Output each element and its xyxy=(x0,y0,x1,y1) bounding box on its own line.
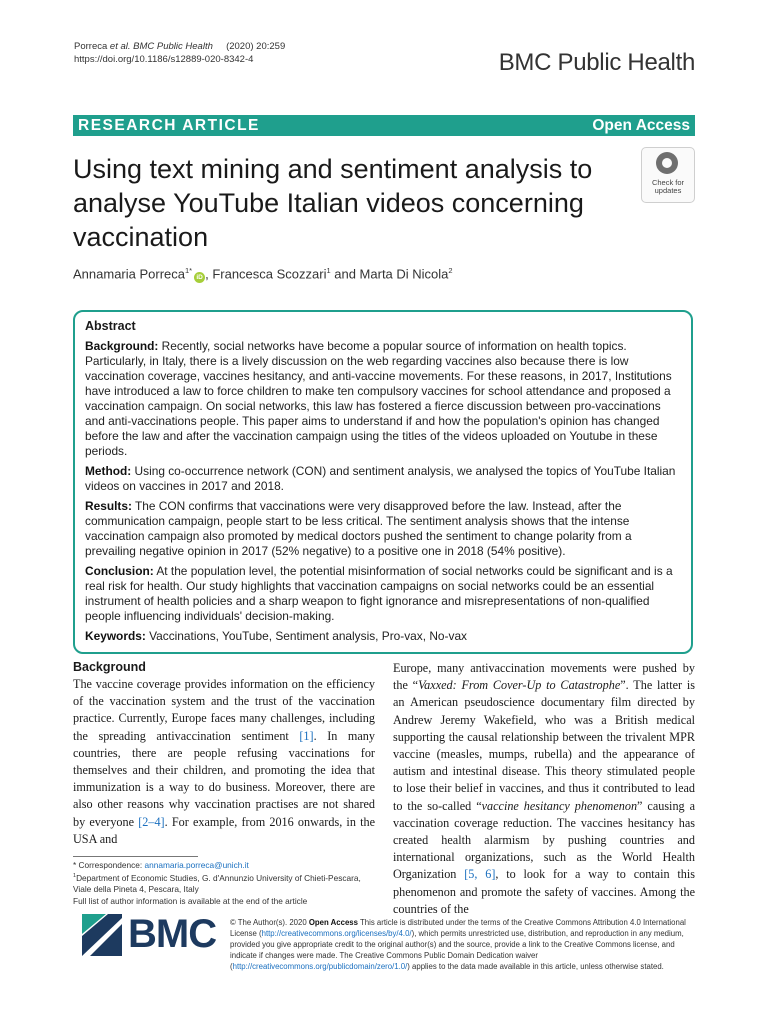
citation-link[interactable]: [1] xyxy=(299,728,314,743)
paragraph-text: . In many countries, there are people refusing vaccinations for themselves and their children, and promoting the idea that immunization is a way to do business. Moreover, there are also other reasons why vaccination practises are not shared by everyone xyxy=(73,728,375,829)
results-label: Results: xyxy=(85,499,132,513)
citation-link[interactable]: [2–4] xyxy=(138,814,165,829)
article-type-banner xyxy=(73,115,695,136)
correspondence-email[interactable]: annamaria.porreca@unich.it xyxy=(144,860,249,870)
doi-link[interactable]: https://doi.org/10.1186/s12889-020-8342-4 xyxy=(74,54,254,65)
author-2-affiliation: 1 xyxy=(326,266,331,275)
affiliation-number: 1 xyxy=(73,873,77,880)
keywords-text: Vaccinations, YouTube, Sentiment analysis, Pro-vax, No-vax xyxy=(145,629,468,643)
check-for-updates-label: Check for updates xyxy=(651,178,685,195)
author-2[interactable]: , Francesca Scozzari xyxy=(205,266,327,282)
cc0-link[interactable]: http://creativecommons.org/publicdomain/zero/1.0/ xyxy=(232,962,408,971)
background-label: Background: xyxy=(85,339,159,353)
film-title: Vaxxed: From Cover-Up to Catastrophe xyxy=(418,678,621,693)
author-3-affiliation: 2 xyxy=(448,266,453,275)
author-1-affiliation: 1* xyxy=(185,266,193,275)
affiliation-text: Department of Economic Studies, G. d'Annunzio University of Chieti-Pescara, Viale della Pineta 4, Pescara, Italy xyxy=(73,873,361,895)
cc-by-link[interactable]: http://creativecommons.org/licenses/by/4.0/ xyxy=(261,929,412,938)
method-label: Method: xyxy=(85,464,132,478)
license-body: This article is distributed under the terms of the Creative Commons Attribution 4.0 International License ( xyxy=(230,918,686,938)
abstract-conclusion xyxy=(85,564,681,624)
author-list xyxy=(73,266,453,283)
open-access-label: Open Access xyxy=(592,117,690,134)
author-info-note: Full list of author information is available at the end of the article xyxy=(73,895,308,906)
citation-year: (2020) 20:259 xyxy=(226,41,286,52)
bmc-logo[interactable] xyxy=(82,912,222,958)
footnote xyxy=(73,860,375,907)
conclusion-label: Conclusion: xyxy=(85,564,154,578)
article-title: Using text mining and sentiment analysis to analyse YouTube Italian videos concerning vaccination xyxy=(73,154,593,252)
license-text xyxy=(230,917,695,972)
bmc-logo-text: BMC xyxy=(128,912,217,956)
abstract-heading: Abstract xyxy=(85,319,136,333)
open-access-bold: Open Access xyxy=(308,918,358,927)
citation-link[interactable]: [5, 6] xyxy=(464,867,496,882)
body-column-right xyxy=(393,660,695,918)
license-body: ), which permits unrestricted use, distribution, and reproduction in any medium, provided you give appropriate credit to the original author(s) and the source, provide a link to the Creative Commons license, and indicate if changes were made. The Creative Commons Public Domain Dedication waiver ( xyxy=(230,929,684,971)
citation-journal: et al. BMC Public Health xyxy=(109,41,213,52)
license-body: ) applies to the data made available in this article, unless otherwise stated. xyxy=(407,962,664,971)
author-3[interactable]: and Marta Di Nicola xyxy=(330,266,449,282)
keywords-label: Keywords: xyxy=(85,629,146,643)
abstract-results xyxy=(85,499,681,559)
check-for-updates-button[interactable] xyxy=(641,147,695,203)
background-text: Recently, social networks have become a popular source of information on health topics. Particularly, in Italy, there is a lively discussion on the web regarding vaccines also because there is low vaccination coverage, vaccines hesitancy, and anti-vaccine movements. For these reasons, in 2017, Institutions have introduced a law to force children to make ten compulsory vaccines for school attendance and proposed a vaccination campaign. On social networks, this law has fostered a fierce discussion between pro-vaccinations and anti-vaccinations people. This paper aims to understand if and how the population's opinion has changed before the law and after the vaccination campaign using the titles of the videos uploaded on Youtube in these periods. xyxy=(85,339,672,458)
abstract-keywords xyxy=(85,629,681,644)
method-text: Using co-occurrence network (CON) and sentiment analysis, we analysed the topics of YouTube Italian videos on vaccines in 2017 and 2018. xyxy=(85,464,676,493)
correspondence-label: * Correspondence: xyxy=(73,860,145,870)
bmc-logo-mark-icon xyxy=(82,914,122,956)
paragraph-text: ”. The latter is an American pseudoscience documentary film directed by Andrew Jeremy Wakefield, who was a British medical supporting the causal relationship between the trivalent MPR vaccine (measles, mumps, rubella) and the appearance of autism and intestinal disease. This theory stimulated people to lose their belief in vaccines, and thus it contributed to lead to the so-called “ xyxy=(393,678,695,813)
citation-block xyxy=(74,40,285,66)
results-text: The CON confirms that vaccinations were very disapproved before the law. Instead, after the communication campaign, people start to be less critical. The sentiment analysis shows that the intense vaccination campaign also promoted by medical doctors pushed the sentiment to change polarity from a prevailing negative opinion in 2017 (52% negative) to a positive one in 2018 (54% positive). xyxy=(85,499,632,558)
abstract-background xyxy=(85,339,681,459)
author-1[interactable]: Annamaria Porreca xyxy=(73,266,185,282)
article-type-label: RESEARCH ARTICLE xyxy=(78,117,260,134)
conclusion-text: At the population level, the potential misinformation of social networks could be significant and is a real risk for health. Our study highlights that vaccination campaigns on social networks could be an essential instrument of health policies and a sharp weapon to fight ignorance and misrepresentations of non-qualified people influencing individuals' decision-making. xyxy=(85,564,673,623)
abstract-box xyxy=(73,310,693,654)
citation-authors: Porreca xyxy=(74,41,110,52)
section-heading: Background xyxy=(73,660,146,674)
emphasis-text: vaccine hesitancy phenomenon xyxy=(481,798,638,813)
abstract-method xyxy=(85,464,681,494)
footnote-divider xyxy=(73,856,198,857)
paragraph-text: ” causing a vaccination coverage reduction. The vaccines hesitancy has created health alarmism by pushing countries and international organizations, such as the World Health Organization xyxy=(393,798,695,882)
journal-name: BMC Public Health xyxy=(498,49,695,76)
orcid-icon[interactable]: iD xyxy=(194,272,205,283)
paragraph-text: . For example, from 2016 onwards, in the USA and xyxy=(73,814,375,846)
copyright-text: © The Author(s). 2020 xyxy=(230,918,309,927)
paragraph-text: The vaccine coverage provides information on the efficiency of the vaccination system and the trust of the vaccination practice. Currently, Europe faces many challenges, including the spreading antivaccination sentiment xyxy=(73,677,375,743)
paragraph-text: , to look for a way to contain this phenomenon and promote the safety of vaccines. Among the countries of the xyxy=(393,867,695,916)
paragraph-text: Europe, many antivaccination movements were pushed by the “ xyxy=(393,661,695,693)
body-column-left xyxy=(73,676,375,848)
update-icon xyxy=(656,152,678,174)
